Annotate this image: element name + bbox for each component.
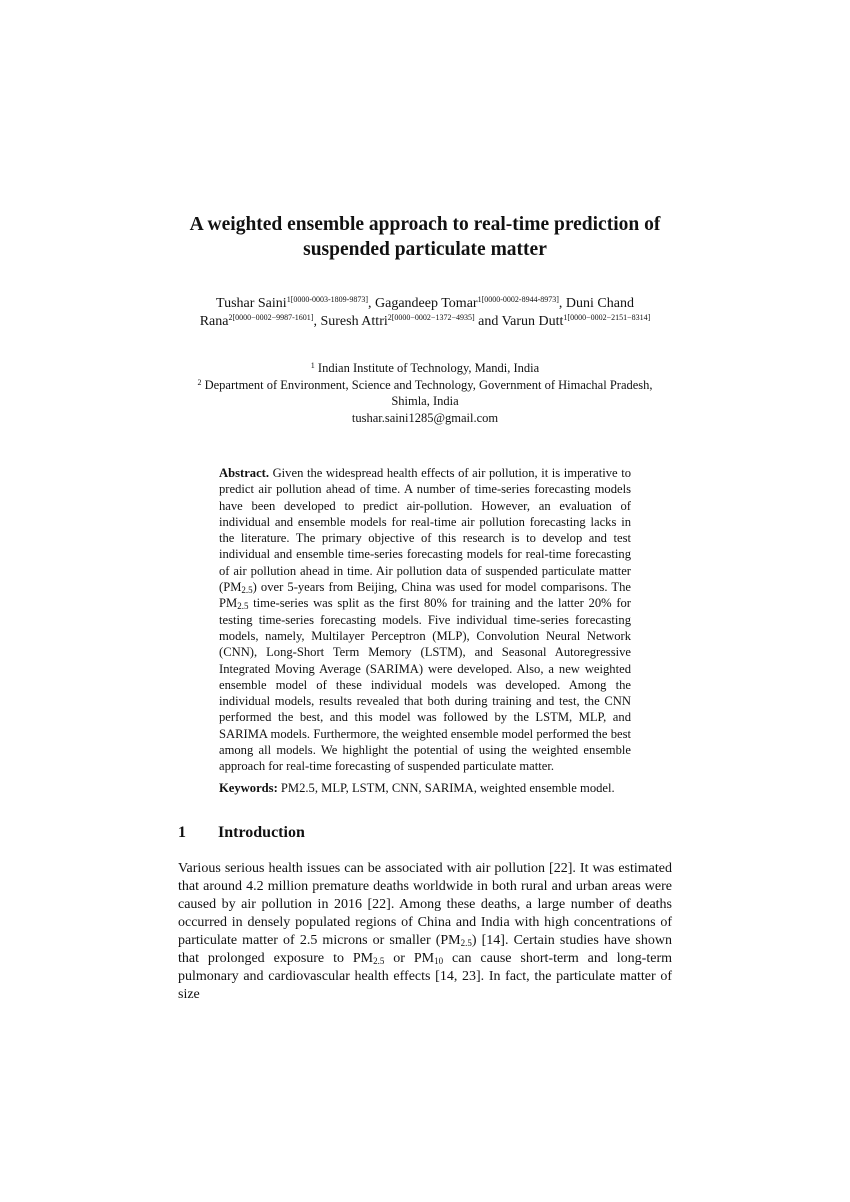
keywords-text: PM2.5, MLP, LSTM, CNN, SARIMA, weighted ensemble model. bbox=[277, 781, 615, 795]
keywords bbox=[219, 780, 631, 796]
affiliation-2-text-line-1: Department of Environment, Science and Technology, Government of Himachal Pradesh, bbox=[204, 377, 653, 392]
paper-title-line-2: suspended particulate matter bbox=[303, 239, 547, 260]
affiliation-1-text: Indian Institute of Technology, Mandi, India bbox=[317, 361, 540, 375]
author-orcid: 2[0000−0002−1372−4935] bbox=[387, 312, 475, 322]
author-name: Tushar Saini bbox=[216, 296, 287, 311]
author-separator: , bbox=[313, 313, 321, 329]
author-orcid: 2[0000−0002−9987-1601] bbox=[228, 312, 314, 322]
author-separator: , bbox=[558, 296, 566, 311]
subscript: 2.5 bbox=[241, 585, 253, 596]
subscript: 2.5 bbox=[460, 938, 472, 948]
section-heading bbox=[178, 823, 305, 843]
author-name: Suresh Attri bbox=[320, 313, 388, 329]
author-separator: and bbox=[474, 313, 502, 329]
abstract-text: time-series was split as the first 80% for training and the latter 20% for testing time-series forecasting models. Five individual time-series forecasting models, namely, Multilayer Perceptron (MLP), Convolution Neural Network (CNN), Long-Short Term Memory (LSTM), and Seasonal Autoregressive Integrated Moving Average (SARIMA) were developed. Also, a new weighted ensemble model of these individual models was developed. Among the individual models, results revealed that both during training and test, the CNN performed the best, and this model was followed by the LSTM, MLP, and SARIMA models. Furthermore, the weighted ensemble model performed the best among all models. We highlight the potential of using the weighted ensemble approach for real-time forecasting of suspended particulate matter. bbox=[219, 596, 631, 774]
intro-text: or PM bbox=[384, 951, 435, 966]
abstract-text: Given the widespread health effects of air pollution, it is imperative to predict air pollution ahead of time. A number of time-series forecasting models have been developed to predict air-pollution. However, an evaluation of individual and ensemble models for real-time air pollution forecasting lacks in the literature. The primary objective of this research is to develop and test individual and ensemble time-series forecasting models for real-time forecasting of air pollution ahead in time. Air pollution data of suspended particulate matter (PM bbox=[219, 466, 631, 595]
subscript: 2.5 bbox=[237, 601, 249, 612]
affiliation-2 bbox=[150, 377, 700, 394]
intro-text: can cause short-term and long-term pulmonary and cardiovascular health effects [14, 23]. In fact, the particulate matter of size bbox=[178, 951, 672, 1002]
affiliation-1 bbox=[150, 360, 700, 377]
author-name: Duni Chand Rana bbox=[199, 296, 634, 329]
author-separator: , bbox=[368, 296, 376, 311]
author-orcid: 1[0000−0002−2151−8314] bbox=[563, 312, 651, 322]
affiliations bbox=[150, 360, 700, 426]
affiliation-2-marker: 2 bbox=[197, 377, 202, 387]
abstract-text: ) over 5-years from Beijing, China was used for model comparisons. The PM bbox=[219, 580, 631, 611]
keywords-label: Keywords: bbox=[219, 781, 278, 795]
intro-paragraph bbox=[178, 860, 672, 1004]
abstract bbox=[219, 465, 631, 775]
author-name: Gagandeep Tomar bbox=[375, 296, 478, 311]
subscript: 10 bbox=[434, 956, 444, 966]
affiliation-1-marker: 1 bbox=[310, 361, 315, 370]
abstract-label: Abstract. bbox=[219, 466, 270, 480]
section-title: Introduction bbox=[218, 824, 305, 841]
author-orcid: 1[0000-0003-1809-9873] bbox=[286, 295, 369, 304]
contact-email: tushar.saini1285@gmail.com bbox=[351, 410, 499, 425]
paper-title bbox=[150, 212, 700, 262]
author-name: Varun Dutt bbox=[501, 313, 564, 329]
author-list bbox=[180, 295, 670, 330]
paper-title-line-1: A weighted ensemble approach to real-time prediction of bbox=[189, 214, 661, 235]
subscript: 2.5 bbox=[373, 956, 385, 966]
section-number: 1 bbox=[178, 824, 186, 841]
author-orcid: 1[0000-0002-8944-8973] bbox=[477, 295, 559, 304]
intro-text: ) [14]. Certain studies have shown that prolonged exposure to PM bbox=[178, 933, 672, 966]
intro-text: Various serious health issues can be associated with air pollution [22]. It was estimated that around 4.2 million premature deaths worldwide in both rural and urban areas were caused by air pollution in 2016 [22]. Among these deaths, a large number of deaths occurred in densely populated regions of China and India with high concentrations of particulate matter of 2.5 microns or smaller (PM bbox=[178, 861, 672, 948]
affiliation-2-text-line-2: Shimla, India bbox=[391, 394, 459, 408]
